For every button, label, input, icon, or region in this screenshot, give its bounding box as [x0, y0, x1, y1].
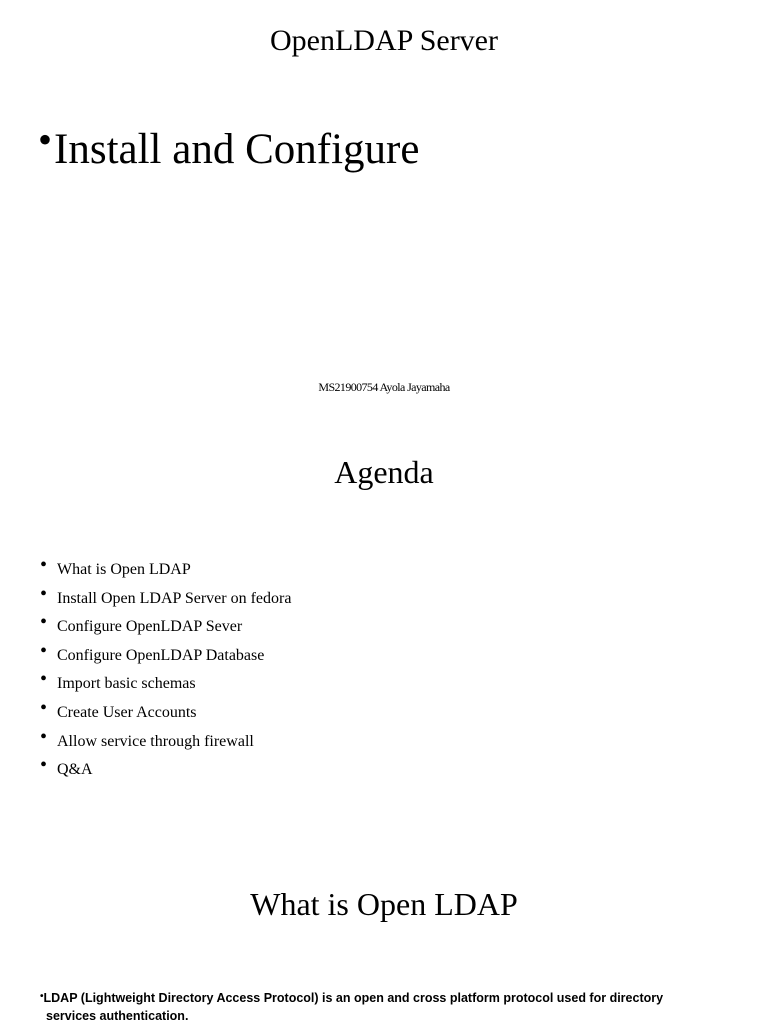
agenda-item-text: Allow service through firewall	[57, 732, 254, 750]
agenda-item-text: Install Open LDAP Server on fedora	[57, 589, 292, 607]
author-line: MS21900754 Ayola Jayamaha	[318, 380, 450, 394]
ldap-definition-line1: LDAP (Lightweight Directory Access Protocol) is an open and cross platform protocol used for directory	[43, 991, 664, 1005]
ldap-definition-line2: services authentication.	[46, 1009, 189, 1023]
bullet-dot: •	[40, 696, 48, 719]
bullet-dot: •	[40, 639, 48, 662]
agenda-item	[40, 556, 291, 585]
agenda-item-text: What is Open LDAP	[57, 561, 191, 578]
agenda-item	[40, 725, 291, 757]
bullet-dot: •	[40, 582, 48, 605]
agenda-item-text: Import basic schemas	[57, 675, 196, 693]
ldap-definition	[40, 990, 740, 1024]
bullet-dot: •	[40, 611, 48, 634]
agenda-item	[40, 613, 291, 642]
bullet-dot: •	[40, 668, 48, 691]
agenda-item	[40, 756, 291, 785]
agenda-item-text: Configure OpenLDAP Database	[57, 646, 265, 664]
agenda-item	[40, 639, 291, 671]
bullet-dot: •	[40, 725, 48, 748]
bullet-text: Install and Configure	[54, 126, 420, 173]
bullet-dot: •	[38, 117, 53, 162]
bullet-dot: •	[40, 754, 48, 777]
agenda-item	[40, 670, 291, 699]
agenda-list	[40, 556, 291, 785]
bullet-dot: •	[40, 554, 48, 576]
agenda-item-text: Create User Accounts	[57, 703, 197, 721]
slide-title: OpenLDAP Server	[269, 24, 498, 57]
what-is-title: What is Open LDAP	[250, 886, 518, 922]
bullet-dot: •	[40, 991, 44, 1002]
agenda-item-text: Configure OpenLDAP Sever	[57, 618, 243, 636]
agenda-item-text: Q&A	[57, 761, 93, 779]
agenda-title: Agenda	[334, 454, 434, 490]
agenda-item	[40, 582, 292, 614]
agenda-item	[40, 696, 291, 728]
bullet-install-configure	[38, 117, 420, 176]
